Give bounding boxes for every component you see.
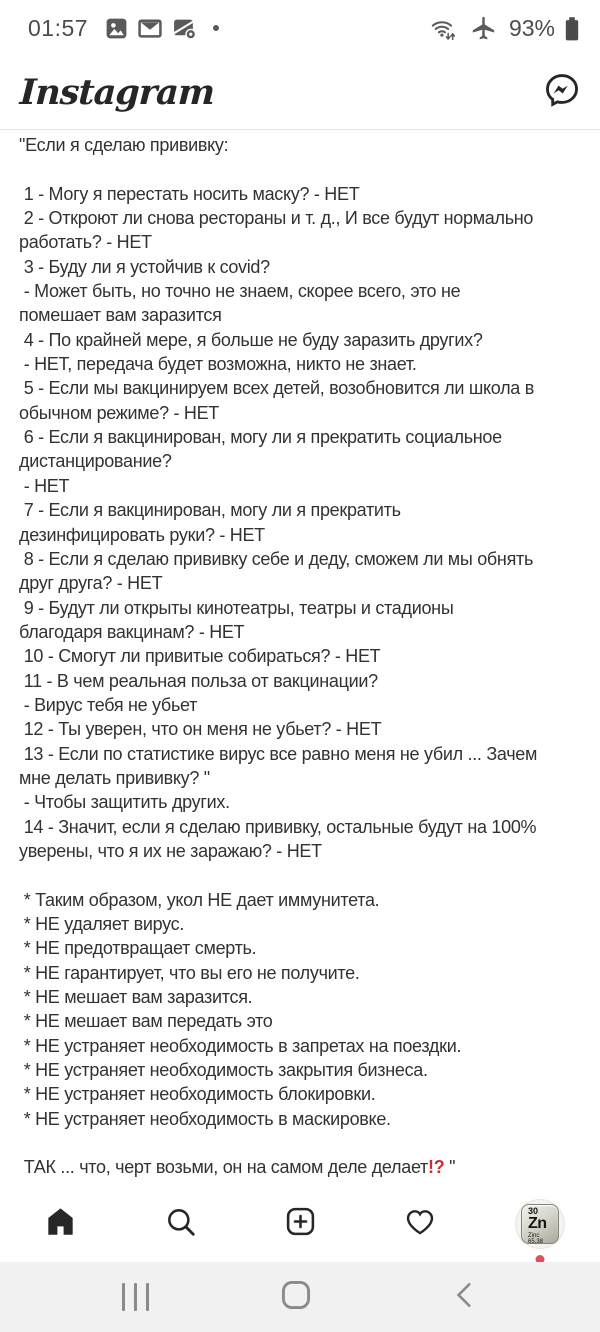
- post-caption: [19, 133, 596, 1180]
- post-text-line: благодаря вакцинам? - НЕТ: [19, 621, 245, 642]
- wifi-icon: [429, 15, 457, 41]
- element-name: Zinc: [528, 1233, 540, 1239]
- activity-tab[interactable]: [360, 1186, 480, 1262]
- post-text-line: * НЕ мешает вам заразится.: [19, 987, 253, 1008]
- post-text-line: * НЕ удаляет вирус.: [19, 914, 185, 934]
- element-number: 30: [528, 1206, 539, 1216]
- android-navigation-bar: [0, 1262, 600, 1332]
- heart-icon: [404, 1206, 436, 1242]
- final-line-text: ТАК ... что, черт возьми, он на самом деле делает: [19, 1157, 429, 1178]
- post-text-line: работать? - НЕТ: [19, 232, 152, 253]
- status-right-cluster: [425, 15, 584, 42]
- messenger-icon: [544, 72, 580, 113]
- post-text-line: 5 - Если мы вакцинируем всех детей, возобновится ли школа в: [19, 378, 534, 399]
- gallery-icon: [104, 16, 129, 41]
- post-text-line: * НЕ гарантирует, что вы его не получите.: [19, 962, 360, 983]
- recents-icon: [122, 1283, 149, 1311]
- mail-icon: [137, 16, 163, 41]
- zinc-element-tile: [521, 1204, 559, 1244]
- post-text-line: * НЕ устраняет необходимость в запретах на поездки.: [19, 1035, 462, 1056]
- back-button[interactable]: [425, 1262, 505, 1332]
- instagram-header: [0, 56, 600, 130]
- messenger-button[interactable]: [544, 72, 580, 113]
- battery-percent: 93%: [508, 14, 555, 41]
- status-time: 01:57: [28, 14, 89, 41]
- post-text-line: 4 - По крайней мере, я больше не буду заразить других?: [19, 329, 483, 350]
- post-final-line: [19, 1155, 596, 1179]
- post-text-line: уверены, что я их не заражаю? - НЕТ: [19, 840, 322, 861]
- element-mass: 65,38: [528, 1239, 544, 1245]
- new-post-tab[interactable]: [240, 1186, 360, 1262]
- post-text-line: 6 - Если я вакцинирован, могу ли я прекратить социальное: [19, 427, 502, 448]
- post-text-line: 12 - Ты уверен, что он меня не убьет? - НЕТ: [19, 719, 382, 740]
- post-text-line: * НЕ устраняет необходимость в маскировке.: [19, 1108, 391, 1129]
- post-text-line: дистанцирование?: [19, 451, 172, 472]
- android-home-button[interactable]: [256, 1262, 336, 1332]
- post-text-line: * НЕ мешает вам передать это: [19, 1011, 273, 1032]
- post-text-line: дезинфицировать руки? - НЕТ: [19, 524, 265, 545]
- post-text-line: помешает вам заразится: [19, 305, 222, 326]
- post-text-line: 1 - Могу я перестать носить маску? - НЕТ: [19, 183, 360, 204]
- post-text-line: 8 - Если я сделаю прививку себе и деду, сможем ли мы обнять: [19, 548, 534, 569]
- post-text-line: [19, 157, 596, 181]
- instagram-logo: Instagram: [18, 72, 216, 113]
- post-text-line: 9 - Будут ли открыты кинотеатры, театры и стадионы: [19, 597, 454, 618]
- post-text-line: 10 - Смогут ли привитые собираться? - НЕТ: [19, 646, 381, 667]
- post-text-line: 13 - Если по статистике вирус все равно меня не убил ... Зачем: [19, 743, 538, 764]
- airplane-mode-icon: [470, 15, 497, 42]
- post-text-line: - Чтобы защитить других.: [19, 792, 230, 813]
- post-text-line: - НЕТ, передача будет возможна, никто не знает.: [19, 354, 417, 375]
- sync-settings-icon: [171, 16, 197, 41]
- post-text-line: [19, 1131, 596, 1155]
- final-line-quote: ": [444, 1157, 456, 1178]
- element-symbol: Zn: [528, 1215, 547, 1232]
- post-text-line: мне делать прививку? ": [19, 767, 210, 788]
- post-text-line: * НЕ устраняет необходимость блокировки.: [19, 1084, 376, 1105]
- post-text-line: 14 - Значит, если я сделаю прививку, остальные будут на 100%: [19, 816, 537, 837]
- avatar: [516, 1200, 564, 1248]
- search-tab[interactable]: [120, 1186, 240, 1262]
- status-bar: [0, 0, 600, 56]
- post-text-line: - Может быть, но точно не знаем, скорее всего, это не: [19, 281, 461, 302]
- battery-icon: [564, 15, 580, 42]
- post-lines: [19, 133, 596, 1155]
- android-home-icon: [280, 1279, 312, 1316]
- post-text-line: * НЕ предотвращает смерть.: [19, 938, 257, 959]
- post-text-line: * НЕ устраняет необходимость закрытия бизнеса.: [19, 1060, 428, 1081]
- new-post-icon: [285, 1206, 316, 1242]
- post-text-line: [19, 863, 596, 887]
- back-icon: [451, 1280, 479, 1315]
- profile-tab[interactable]: [480, 1186, 600, 1262]
- home-icon: [45, 1206, 76, 1242]
- post-text-line: - Вирус тебя не убьет: [19, 694, 198, 715]
- instagram-tab-bar: [0, 1186, 600, 1262]
- post-text-line: * Таким образом, укол НЕ дает иммунитета.: [19, 889, 380, 910]
- post-text-line: обычном режиме? - НЕТ: [19, 402, 219, 423]
- post-text-line: "Если я сделаю прививку:: [19, 135, 229, 155]
- post-text-line: 3 - Буду ли я устойчив к covid?: [19, 256, 270, 277]
- post-text-line: 2 - Откроют ли снова рестораны и т. д., И все будут нормально: [19, 208, 534, 229]
- post-text-line: 11 - В чем реальная польза от вакцинации?: [19, 670, 378, 691]
- post-text-line: 7 - Если я вакцинирован, могу ли я прекратить: [19, 500, 401, 521]
- home-tab[interactable]: [0, 1186, 120, 1262]
- post-text-line: - НЕТ: [19, 475, 70, 496]
- post-text-line: друг друга? - НЕТ: [19, 573, 163, 594]
- interrobang-emoji: !?: [428, 1157, 445, 1178]
- recents-button[interactable]: [95, 1262, 175, 1332]
- search-icon: [165, 1206, 196, 1242]
- more-notifications-dot: [213, 25, 219, 31]
